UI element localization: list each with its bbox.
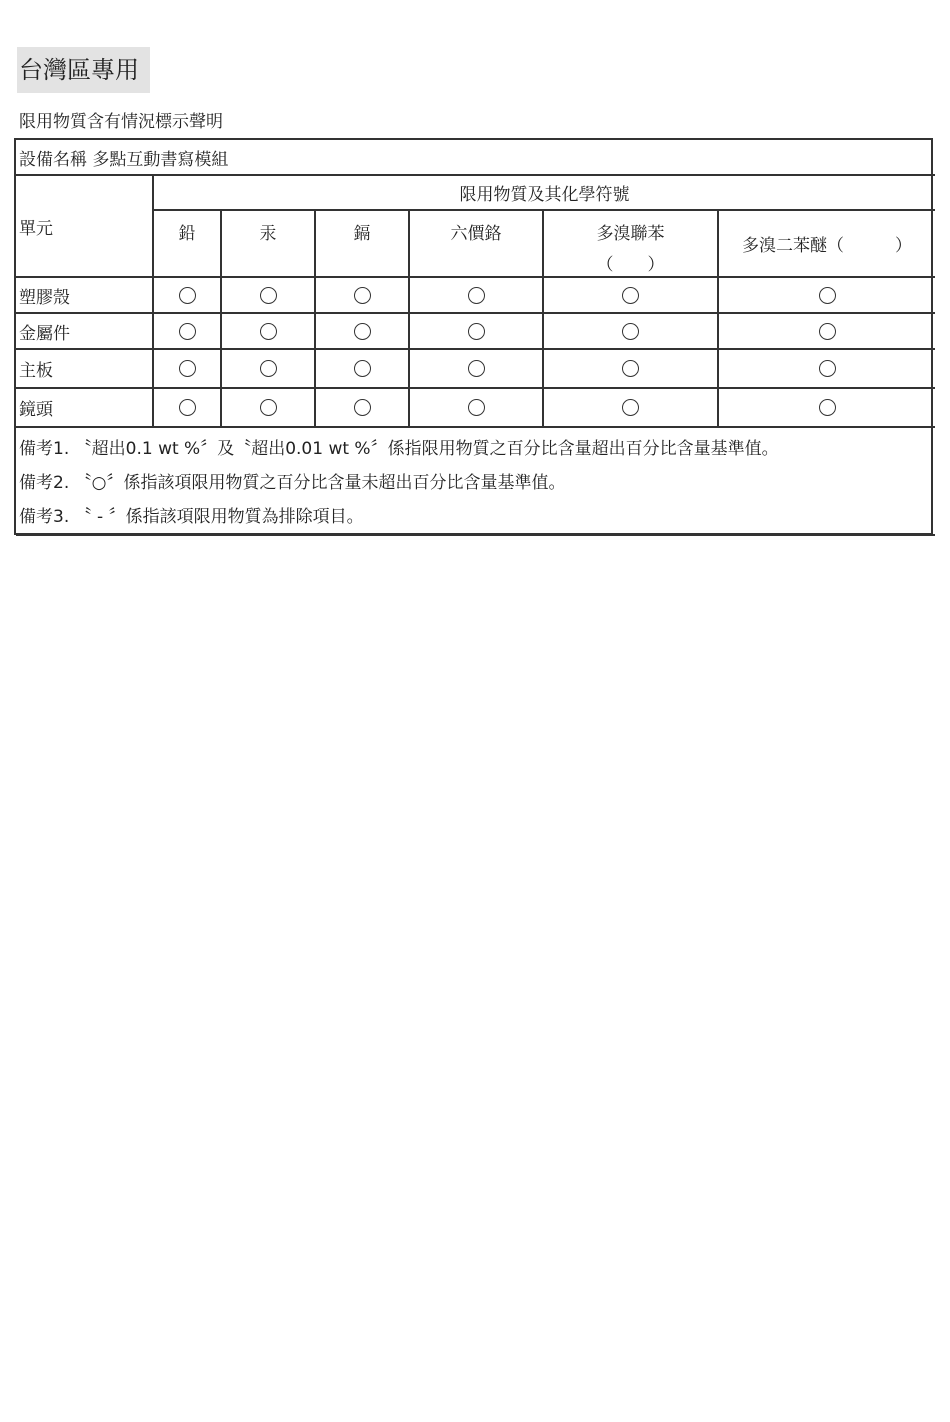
circle-mark-icon — [819, 360, 836, 377]
circle-mark-icon — [622, 360, 639, 377]
circle-mark-icon — [179, 399, 196, 416]
page-title: 台灣區專用 — [17, 47, 150, 93]
mark-cell — [153, 388, 221, 427]
substance-header-pbb — [543, 210, 718, 277]
circle-mark-icon — [179, 323, 196, 340]
unit-name: 金屬件 — [16, 313, 153, 349]
substance-header-lead: 鉛 — [153, 210, 221, 277]
mark-cell — [153, 277, 221, 313]
mark-cell — [718, 388, 935, 427]
substance-table-frame — [14, 138, 933, 535]
circle-mark-icon — [819, 399, 836, 416]
circle-mark-icon — [468, 399, 485, 416]
substance-header-pbb-label: 多溴聯苯 — [596, 224, 665, 244]
mark-cell — [543, 388, 718, 427]
mark-cell — [315, 349, 409, 388]
mark-cell — [221, 388, 315, 427]
substance-table — [16, 140, 935, 536]
circle-mark-icon — [819, 287, 836, 304]
circle-mark-icon — [354, 287, 371, 304]
substance-header-pbde: 多溴二苯醚（ ） — [718, 210, 935, 277]
circle-mark-icon — [179, 287, 196, 304]
circle-mark-icon — [354, 399, 371, 416]
mark-cell — [409, 277, 543, 313]
substance-header-cadmium: 鎘 — [315, 210, 409, 277]
notes-block — [16, 428, 935, 534]
mark-cell — [315, 388, 409, 427]
circle-mark-icon — [468, 360, 485, 377]
mark-cell — [221, 277, 315, 313]
note-1: 備考1. 〝超出0.1 wt %〞及〝超出0.01 wt %〞係指限用物質之百分比含量超出百分比含量基準值。 — [19, 439, 779, 459]
circle-mark-icon — [260, 399, 277, 416]
mark-cell — [409, 313, 543, 349]
circle-mark-icon — [260, 287, 277, 304]
notes-cell — [16, 427, 935, 535]
unit-name: 塑膠殼 — [16, 277, 153, 313]
mark-cell — [153, 349, 221, 388]
mark-cell — [718, 349, 935, 388]
circle-mark-icon — [468, 287, 485, 304]
unit-header: 單元 — [16, 175, 153, 277]
note-2: 備考2. 〝○〞係指該項限用物質之百分比含量未超出百分比含量基準值。 — [19, 473, 566, 493]
unit-name: 鏡頭 — [16, 388, 153, 427]
circle-mark-icon — [622, 287, 639, 304]
circle-mark-icon — [260, 323, 277, 340]
unit-name: 主板 — [16, 349, 153, 388]
mark-cell — [315, 313, 409, 349]
table-row — [16, 349, 935, 388]
mark-cell — [543, 277, 718, 313]
mark-cell — [543, 349, 718, 388]
substance-group-header: 限用物質及其化學符號 — [153, 175, 935, 210]
table-row — [16, 388, 935, 427]
circle-mark-icon — [622, 323, 639, 340]
substance-header-pbb-symbol: （ ） — [596, 255, 665, 275]
table-row — [16, 313, 935, 349]
mark-cell — [718, 313, 935, 349]
note-3: 備考3. 〝 - 〞係指該項限用物質為排除項目。 — [19, 507, 364, 527]
circle-mark-icon — [819, 323, 836, 340]
circle-mark-icon — [260, 360, 277, 377]
substance-header-chromium: 六價鉻 — [409, 210, 543, 277]
mark-cell — [543, 313, 718, 349]
mark-cell — [409, 349, 543, 388]
circle-mark-icon — [354, 360, 371, 377]
mark-cell — [221, 313, 315, 349]
mark-cell — [718, 277, 935, 313]
mark-cell — [315, 277, 409, 313]
mark-cell — [221, 349, 315, 388]
table-row — [16, 277, 935, 313]
substance-header-mercury: 汞 — [221, 210, 315, 277]
mark-cell — [153, 313, 221, 349]
circle-mark-icon — [179, 360, 196, 377]
circle-mark-icon — [354, 323, 371, 340]
mark-cell — [409, 388, 543, 427]
declaration-subtitle: 限用物質含有情況標示聲明 — [19, 112, 223, 132]
circle-mark-icon — [468, 323, 485, 340]
circle-mark-icon — [622, 399, 639, 416]
device-name-cell: 設備名稱 多點互動書寫模組 — [16, 140, 935, 175]
